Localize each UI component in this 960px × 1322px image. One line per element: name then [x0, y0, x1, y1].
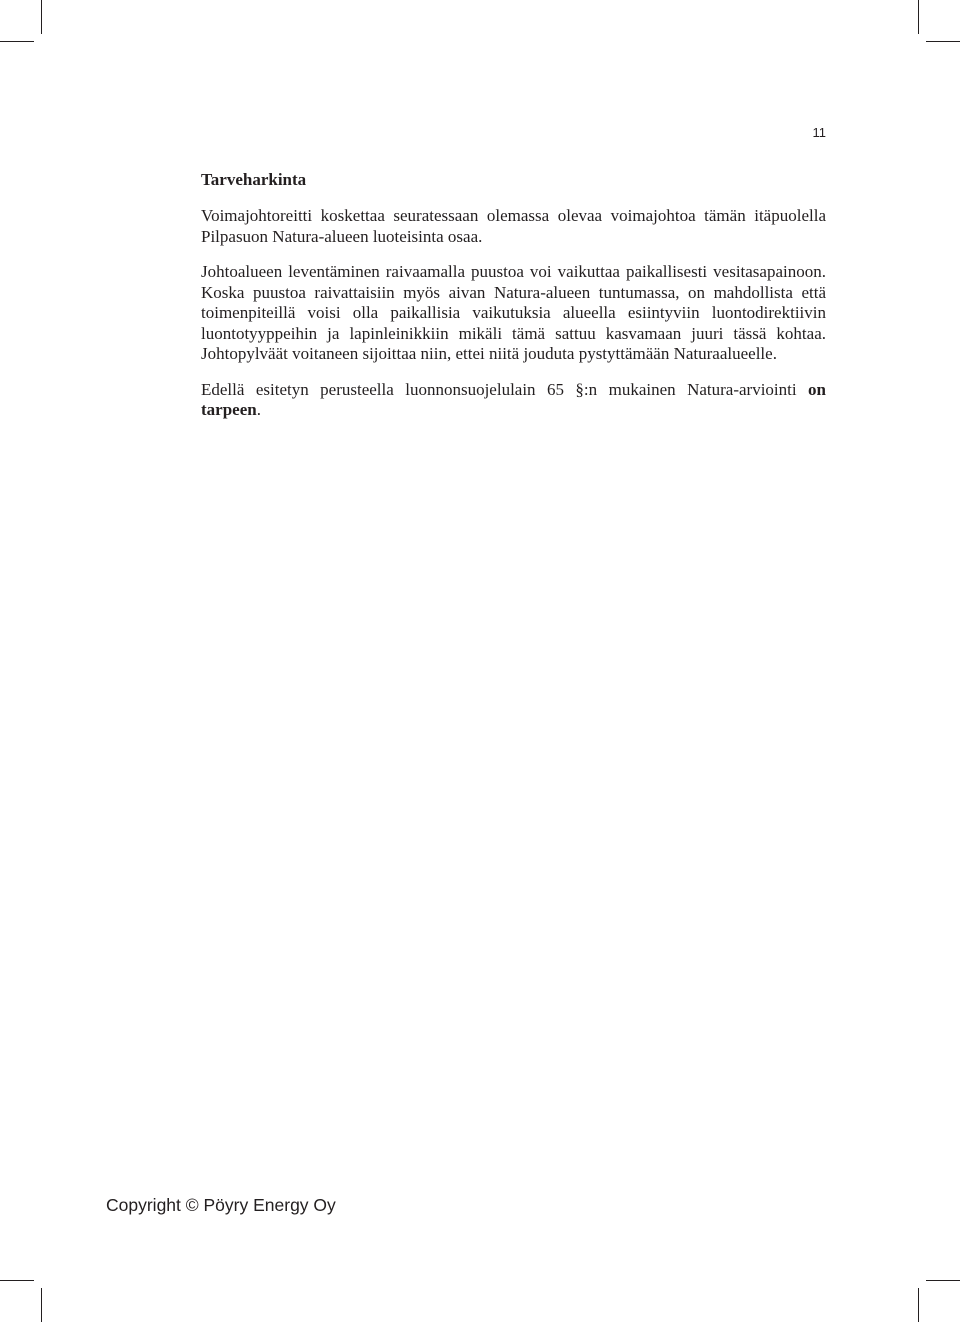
crop-mark-top-right-h — [926, 41, 960, 42]
conclusion-text: Edellä esitetyn perusteella luonnonsuojelulain 65 §:n mukainen Natura-arviointi — [201, 379, 809, 399]
crop-mark-bottom-left-v — [41, 1288, 42, 1322]
crop-mark-bottom-left-h — [0, 1280, 34, 1281]
crop-mark-top-right-v — [918, 0, 919, 34]
crop-mark-bottom-right-v — [918, 1288, 919, 1322]
crop-mark-top-left-v — [41, 0, 42, 34]
copyright-footer: Copyright © Pöyry Energy Oy — [106, 1195, 336, 1215]
page-number: 11 — [812, 125, 826, 140]
document-body — [201, 169, 826, 436]
conclusion-emphasis: on tarpeen — [201, 379, 826, 419]
conclusion-period: . — [256, 400, 261, 419]
crop-mark-bottom-right-h — [926, 1280, 960, 1281]
section-heading: Tarveharkinta — [201, 170, 307, 189]
paragraph-impacts: Johtoalueen leventäminen raivaamalla puustoa voi vaikuttaa paikallisesti vesitasapainoon. Koska puustoa raivattaisiin myös aivan Natura-alueen tuntumassa, on mahdollista että toimenpiteillä voisi olla paikallisia vaikutuksia alueella esiintyviin luontodirektiivin luontotyyppeihin ja lapinleinikkiin mikäli tämä sattuu kasvamaan juuri tässä kohtaa. Johtopylväät voitaneen sijoittaa niin, ettei niitä jouduta pystyttämään Naturaalueelle. — [201, 262, 826, 363]
paragraph-conclusion — [201, 380, 826, 421]
crop-mark-top-left-h — [0, 41, 34, 42]
paragraph-route: Voimajohtoreitti koskettaa seuratessaan olemassa olevaa voimajohtoa tämän itäpuolella Pilpasuon Natura-alueen luoteisinta osaa. — [201, 206, 826, 246]
